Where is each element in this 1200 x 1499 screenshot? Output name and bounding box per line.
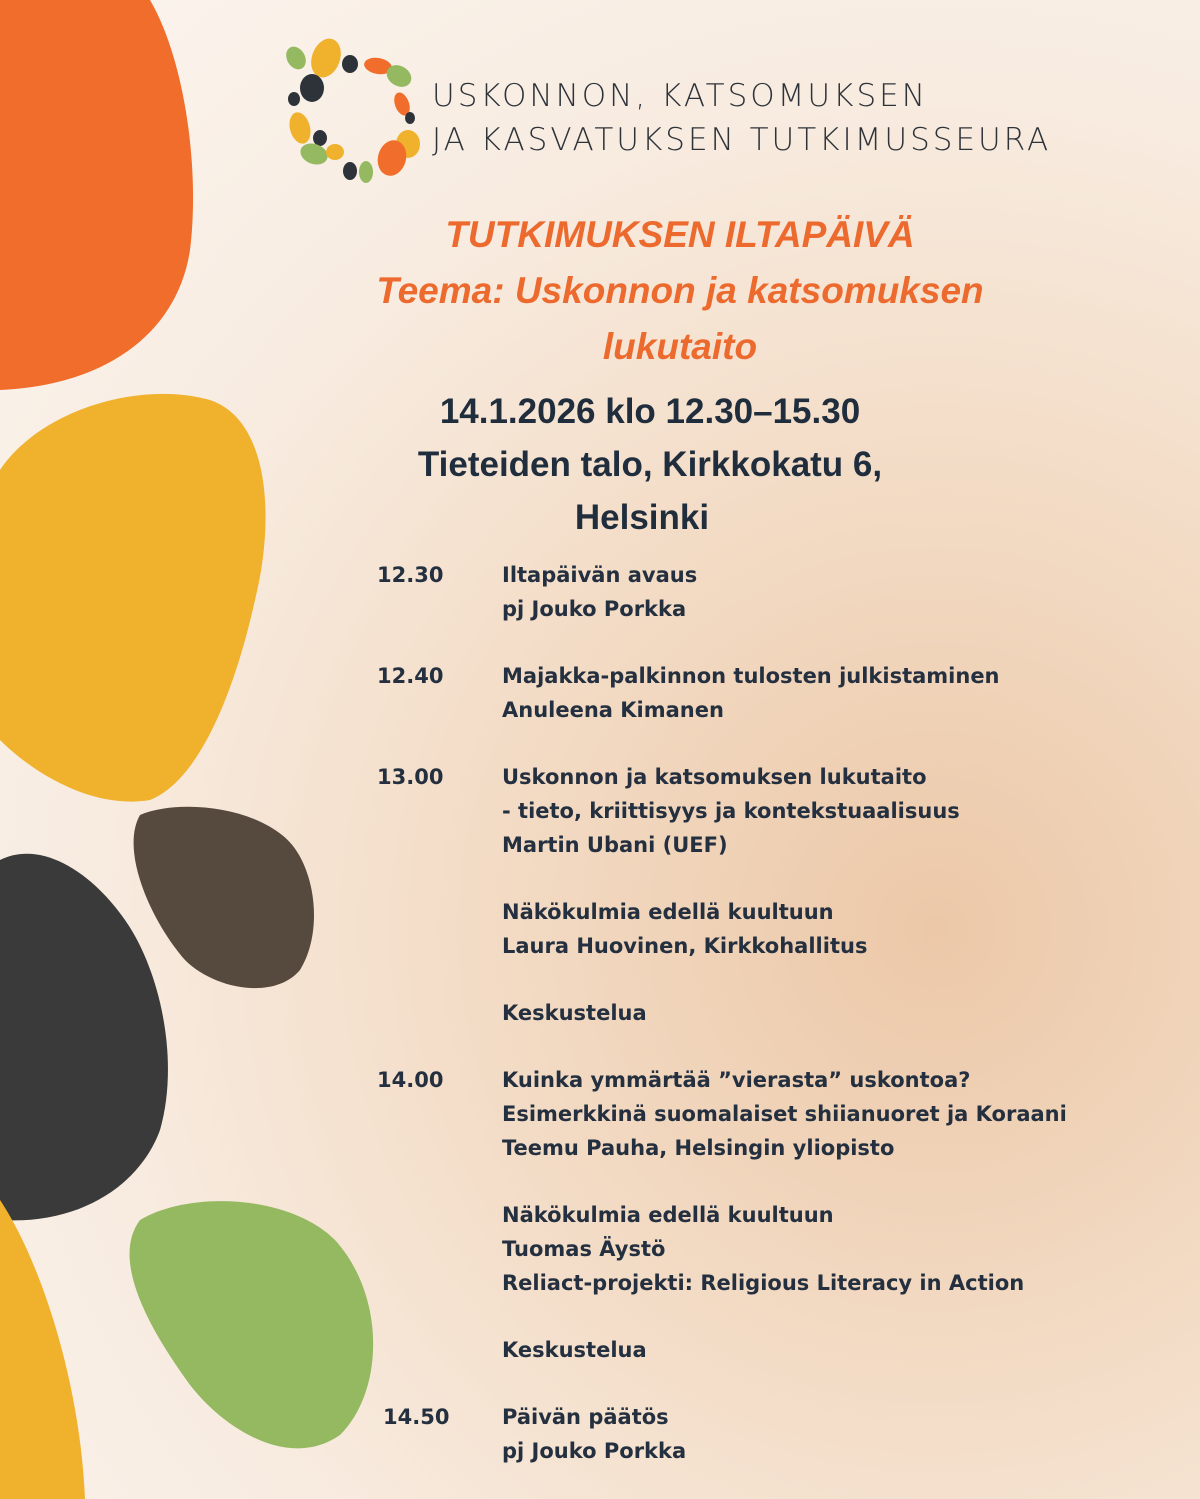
logo-green-leaf <box>297 140 330 168</box>
org-name-line1: USKONNON, KATSOMUKSEN <box>432 78 928 114</box>
event-theme-line1: Teema: Uskonnon ja katsomuksen <box>376 270 984 311</box>
logo-dark-dot <box>405 112 415 124</box>
program-item-speaker: Laura Huovinen, Kirkkohallitus <box>502 934 868 958</box>
program-item-title: Keskustelua <box>502 1338 647 1362</box>
program-time: 12.30 <box>377 563 444 587</box>
program-item-title: Näkökulmia edellä kuultuun <box>502 1203 834 1227</box>
logo-dark-dot <box>288 92 300 106</box>
program-item-speaker: pj Jouko Porkka <box>502 1439 687 1463</box>
program-item-title: Kuinka ymmärtää ”vierasta” uskontoa? <box>502 1068 971 1092</box>
program-item-title: Päivän päätös <box>502 1405 669 1429</box>
program-item-title: Iltapäivän avaus <box>502 563 698 587</box>
org-name-line2: JA KASVATUKSEN TUTKIMUSSEURA <box>432 122 1052 158</box>
orange-blob <box>0 0 193 390</box>
program-item-title: Uskonnon ja katsomuksen lukutaito <box>502 765 927 789</box>
event-venue-line1: Tieteiden talo, Kirkkokatu 6, <box>417 445 883 484</box>
program-item-title: Näkökulmia edellä kuultuun <box>502 900 834 924</box>
logo-dark-dot <box>343 162 357 180</box>
yellow-blob <box>0 394 266 802</box>
logo-dark-dot <box>342 55 358 73</box>
logo-dark-leaf <box>300 74 324 102</box>
logo-yellow-leaf <box>286 110 314 146</box>
event-datetime: 14.1.2026 klo 12.30–15.30 <box>439 392 861 431</box>
program-item-speaker: Anuleena Kimanen <box>502 698 724 722</box>
program-item-title: Majakka-palkinnon tulosten julkistaminen <box>502 664 1000 688</box>
program-item-speaker: Teemu Pauha, Helsingin yliopisto <box>502 1136 895 1160</box>
green-blob <box>130 1201 374 1448</box>
organization-logo <box>280 36 430 186</box>
program-item-subtitle: Esimerkkinä suomalaiset shiianuoret ja Koraani <box>502 1102 1067 1126</box>
dark-blob <box>0 854 168 1221</box>
program-item-project: Reliact-projekti: Religious Literacy in Action <box>502 1271 1025 1295</box>
event-title: TUTKIMUKSEN ILTAPÄIVÄ <box>445 214 915 255</box>
logo-green-leaf <box>282 43 310 73</box>
program-item-speaker: pj Jouko Porkka <box>502 597 687 621</box>
program-time: 12.40 <box>377 664 444 688</box>
program-time: 14.50 <box>383 1405 450 1429</box>
event-venue-line2: Helsinki <box>574 498 710 537</box>
logo-green-leaf <box>359 161 373 183</box>
program-time: 13.00 <box>377 765 444 789</box>
logo-yellow-leaf <box>326 144 344 160</box>
program-item-title: Keskustelua <box>502 1001 647 1025</box>
program-item-speaker: Martin Ubani (UEF) <box>502 833 728 857</box>
yellow-bottom-blob <box>0 1200 85 1499</box>
organization-name <box>432 74 1051 162</box>
program-item-speaker: Tuomas Äystö <box>502 1237 666 1261</box>
program-time: 14.00 <box>377 1068 444 1092</box>
event-theme-line2: lukutaito <box>602 326 758 367</box>
logo-dark-dot <box>313 130 327 146</box>
brown-blob <box>134 807 314 988</box>
program-item-subtitle: - tieto, kriittisyys ja kontekstuaalisuus <box>502 799 960 823</box>
